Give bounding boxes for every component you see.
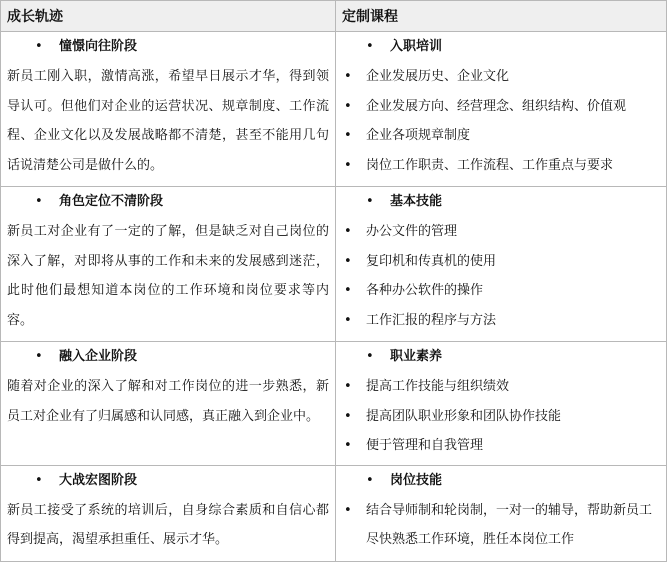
stage-cell	[1, 187, 336, 342]
table-row	[1, 342, 667, 466]
stage-description: 随着对企业的深入了解和对工作岗位的进一步熟悉，新员工对企业有了归属感和认同感，真正融入到企业中。	[7, 379, 329, 424]
table-row	[1, 187, 667, 342]
course-cell	[336, 465, 667, 561]
course-item-text: 结合导师制和轮岗制，一对一的辅导，帮助新员工尽快熟悉工作环境，胜任本岗位工作	[366, 502, 653, 547]
bullet-icon: •	[366, 194, 374, 209]
course-item-list	[336, 62, 666, 184]
stage-title: 憧憬向往阶段	[59, 39, 138, 54]
course-heading	[336, 342, 666, 372]
course-heading	[336, 187, 666, 217]
course-item-text: 企业发展方向、经营理念、组织结构、价值观	[366, 98, 627, 114]
course-item-list	[336, 496, 666, 559]
stage-title: 大战宏图阶段	[59, 472, 138, 488]
course-heading	[336, 32, 666, 62]
bullet-icon: •	[35, 472, 43, 488]
course-title: 基本技能	[390, 194, 443, 209]
stage-heading	[1, 32, 335, 62]
bullet-icon: •	[344, 312, 352, 328]
course-cell	[336, 342, 667, 466]
table-row	[1, 32, 667, 187]
course-item-text: 复印机和传真机的使用	[366, 253, 497, 269]
stage-description: 新员工对企业有了一定的了解，但是缺乏对自己岗位的深入了解，对即将从事的工作和未来的发展感到迷茫，此时他们最想知道本岗位的工作环境和岗位要求等内容。	[7, 224, 329, 328]
list-item	[336, 121, 666, 151]
stage-heading	[1, 342, 335, 372]
list-item	[336, 247, 666, 277]
course-title: 岗位技能	[390, 472, 443, 488]
bullet-icon: •	[344, 128, 352, 143]
bullet-icon: •	[366, 472, 374, 488]
bullet-icon: •	[344, 438, 352, 453]
header-row	[1, 1, 667, 32]
course-heading	[336, 466, 666, 496]
list-item	[336, 62, 666, 92]
list-item	[336, 92, 666, 122]
course-item-text: 岗位工作职责、工作流程、工作重点与要求	[366, 157, 614, 173]
stage-title: 角色定位不清阶段	[59, 194, 164, 209]
course-item-text: 工作汇报的程序与方法	[366, 312, 497, 328]
list-item	[336, 496, 666, 555]
course-item-list	[336, 372, 666, 465]
course-item-list	[336, 217, 666, 339]
course-item-text: 各种办公软件的操作	[366, 283, 484, 298]
bullet-icon: •	[344, 502, 352, 518]
stage-title: 融入企业阶段	[59, 349, 138, 364]
list-item	[336, 151, 666, 181]
bullet-icon: •	[366, 39, 374, 54]
course-title: 入职培训	[390, 39, 443, 54]
list-item	[336, 306, 666, 336]
table-row	[1, 465, 667, 561]
course-item-text: 企业各项规章制度	[366, 128, 471, 143]
stage-cell	[1, 465, 336, 561]
course-item-text: 提高团队职业形象和团队协作技能	[366, 408, 562, 424]
list-item	[336, 217, 666, 247]
bullet-icon: •	[35, 349, 43, 364]
bullet-icon: •	[344, 98, 352, 114]
stage-heading	[1, 466, 335, 496]
stage-cell	[1, 342, 336, 466]
bullet-icon: •	[35, 194, 43, 209]
bullet-icon: •	[344, 69, 352, 84]
course-cell	[336, 187, 667, 342]
course-cell	[336, 32, 667, 187]
list-item	[336, 431, 666, 461]
bullet-icon: •	[366, 349, 374, 364]
stage-description: 新员工接受了系统的培训后，自身综合素质和自信心都得到提高，渴望承担重任、展示才华。	[7, 502, 329, 547]
list-item	[336, 402, 666, 432]
bullet-icon: •	[344, 224, 352, 239]
bullet-icon: •	[344, 283, 352, 298]
list-item	[336, 276, 666, 306]
bullet-icon: •	[35, 39, 43, 54]
course-item-text: 提高工作技能与组织绩效	[366, 379, 510, 394]
bullet-icon: •	[344, 408, 352, 424]
header-growth-path: 成长轨迹	[1, 1, 336, 32]
bullet-icon: •	[344, 253, 352, 269]
course-title: 职业素养	[390, 349, 443, 364]
course-item-text: 办公文件的管理	[366, 224, 458, 239]
bullet-icon: •	[344, 379, 352, 394]
bullet-icon: •	[344, 157, 352, 173]
list-item	[336, 372, 666, 402]
course-item-text: 企业发展历史、企业文化	[366, 69, 510, 84]
stage-heading	[1, 187, 335, 217]
header-custom-courses: 定制课程	[336, 1, 667, 32]
stage-cell	[1, 32, 336, 187]
course-item-text: 便于管理和自我管理	[366, 438, 484, 453]
stage-description: 新员工刚入职，激情高涨，希望早日展示才华，得到领导认可。但他们对企业的运营状况、规章制度、工作流程、企业文化以及发展战略都不清楚，甚至不能用几句话说清楚公司是做什么的。	[7, 69, 329, 173]
